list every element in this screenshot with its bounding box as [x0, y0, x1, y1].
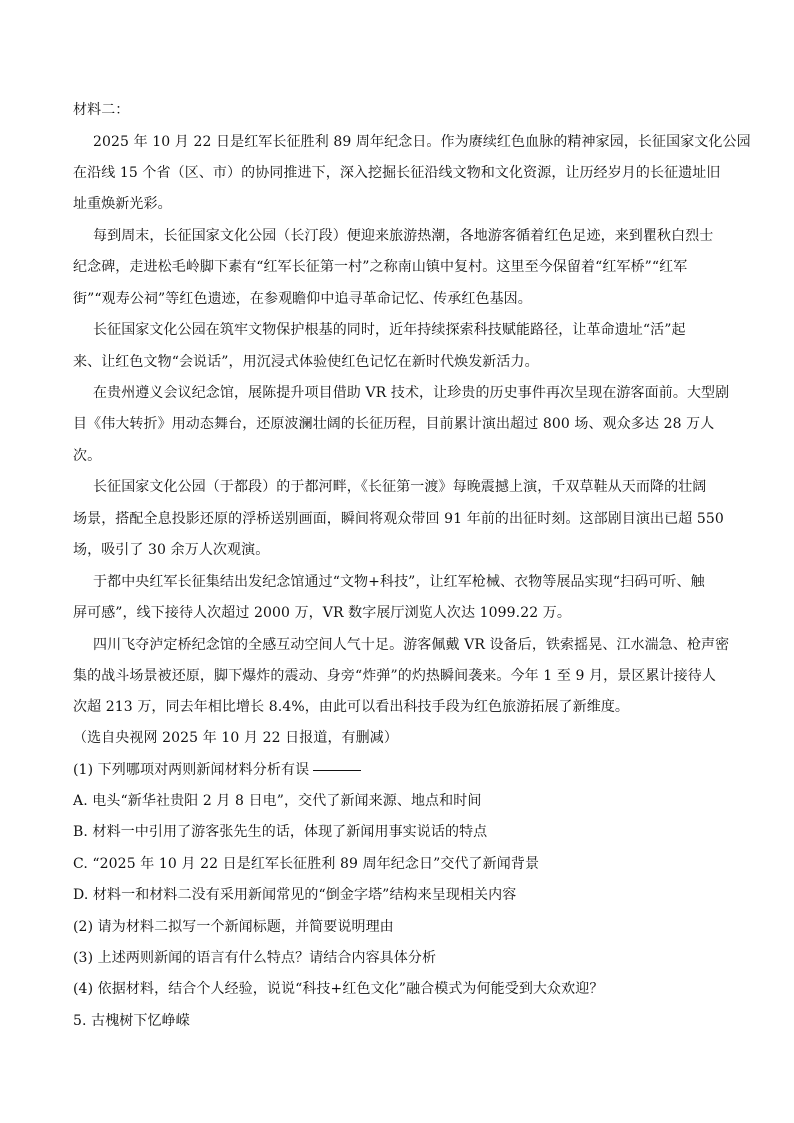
question-1	[73, 761, 723, 779]
paragraph-line: 在贵州遵义会议纪念馆，展陈提升项目借助 VR 技术，让珍贵的历史事件再次呈现在游客面前。大型剧	[93, 385, 730, 401]
paragraph-line: 场景，搭配全息投影还原的浮桥送别画面，瞬间将观众带回 91 年前的出征时刻。这部剧目演出已超 550	[73, 511, 724, 527]
option-a: A. 电头“新华社贵阳 2 月 8 日电”，交代了新闻来源、地点和时间	[73, 793, 482, 809]
paragraph-line: 屏可感”，线下接待人次超过 2000 万，VR 数字展厅浏览人次达 1099.22 万。	[73, 605, 571, 621]
paragraph-line: 街”“观寿公祠”等红色遗迹，在参观瞻仰中追寻革命记忆、传承红色基因。	[73, 291, 532, 307]
paragraph-line: 集的战斗场景被还原，脚下爆炸的震动、身旁“炸弹”的灼热瞬间袭来。今年 1 至 9 月，景区累计接待人	[73, 668, 716, 684]
question-3: (3) 上述两则新闻的语言有什么特点？请结合内容具体分析	[73, 950, 437, 966]
option-b: B. 材料一中引用了游客张先生的话，体现了新闻用事实说话的特点	[73, 824, 488, 840]
paragraph-line: 2025 年 10 月 22 日是红军长征胜利 89 周年纪念日。作为赓续红色血脉的精神家园，长征国家文化公园	[93, 134, 751, 150]
question-4: (4) 依据材料，结合个人经验，说说“科技+红色文化”融合模式为何能受到大众欢迎？	[73, 981, 604, 997]
paragraph-line: 纪念碑，走进松毛岭脚下素有“红军长征第一村”之称南山镇中复村。这里至今保留着“红军桥”“红军	[73, 259, 688, 275]
paragraph-line: 于都中央红军长征集结出发纪念馆通过“文物+科技”，让红军枪械、衣物等展品实现“扫码可听、触	[93, 574, 705, 590]
next-section-title: 5. 古槐树下忆峥嵘	[73, 1013, 190, 1029]
material-heading: 材料二：	[73, 102, 130, 118]
option-d: D. 材料一和材料二没有采用新闻常见的“倒金字塔”结构来呈现相关内容	[73, 887, 517, 903]
paragraph-line: 次超 213 万，同去年相比增长 8.4%，由此可以看出科技手段为红色旅游拓展了新维度。	[73, 699, 630, 715]
question-2: (2) 请为材料二拟写一个新闻标题，并简要说明理由	[73, 919, 394, 935]
paragraph-line: 长征国家文化公园在筑牢文物保护根基的同时，近年持续探索科技赋能路径，让革命遗址“活”起	[93, 322, 686, 338]
paragraph-line: 次。	[73, 448, 102, 464]
source-note: （选自央视网 2025 年 10 月 22 日报道，有删减）	[73, 730, 398, 746]
answer-blank	[313, 770, 361, 771]
paragraph-line: 四川飞夺泸定桥纪念馆的全感互动空间人气十足。游客佩戴 VR 设备后，铁索摇晃、江水湍急、枪声密	[93, 637, 730, 653]
paragraph-line: 长征国家文化公园（于都段）的于都河畔，《长征第一渡》每晚震撼上演，千双草鞋从天而降的壮阔	[93, 479, 707, 495]
paragraph-line: 目《伟大转折》用动态舞台，还原波澜壮阔的长征历程，目前累计演出超过 800 场、观众多达 28 万人	[73, 416, 715, 432]
question-1-text: (1) 下列哪项对两则新闻材料分析有误	[73, 762, 310, 778]
paragraph-line: 场，吸引了 30 余万人次观演。	[73, 542, 270, 558]
paragraph-line: 来、让红色文物“会说话”，用沉浸式体验使红色记忆在新时代焕发新活力。	[73, 354, 539, 370]
option-c: C. “2025 年 10 月 22 日是红军长征胜利 89 周年纪念日”交代了新闻背景	[73, 856, 540, 872]
paragraph-line: 每到周末，长征国家文化公园（长汀段）便迎来旅游热潮，各地游客循着红色足迹，来到瞿秋白烈士	[93, 228, 714, 244]
paragraph-line: 址重焕新光彩。	[73, 196, 172, 212]
paragraph-line: 在沿线 15 个省（区、市）的协同推进下，深入挖掘长征沿线文物和文化资源，让历经岁月的长征遗址旧	[73, 165, 721, 181]
